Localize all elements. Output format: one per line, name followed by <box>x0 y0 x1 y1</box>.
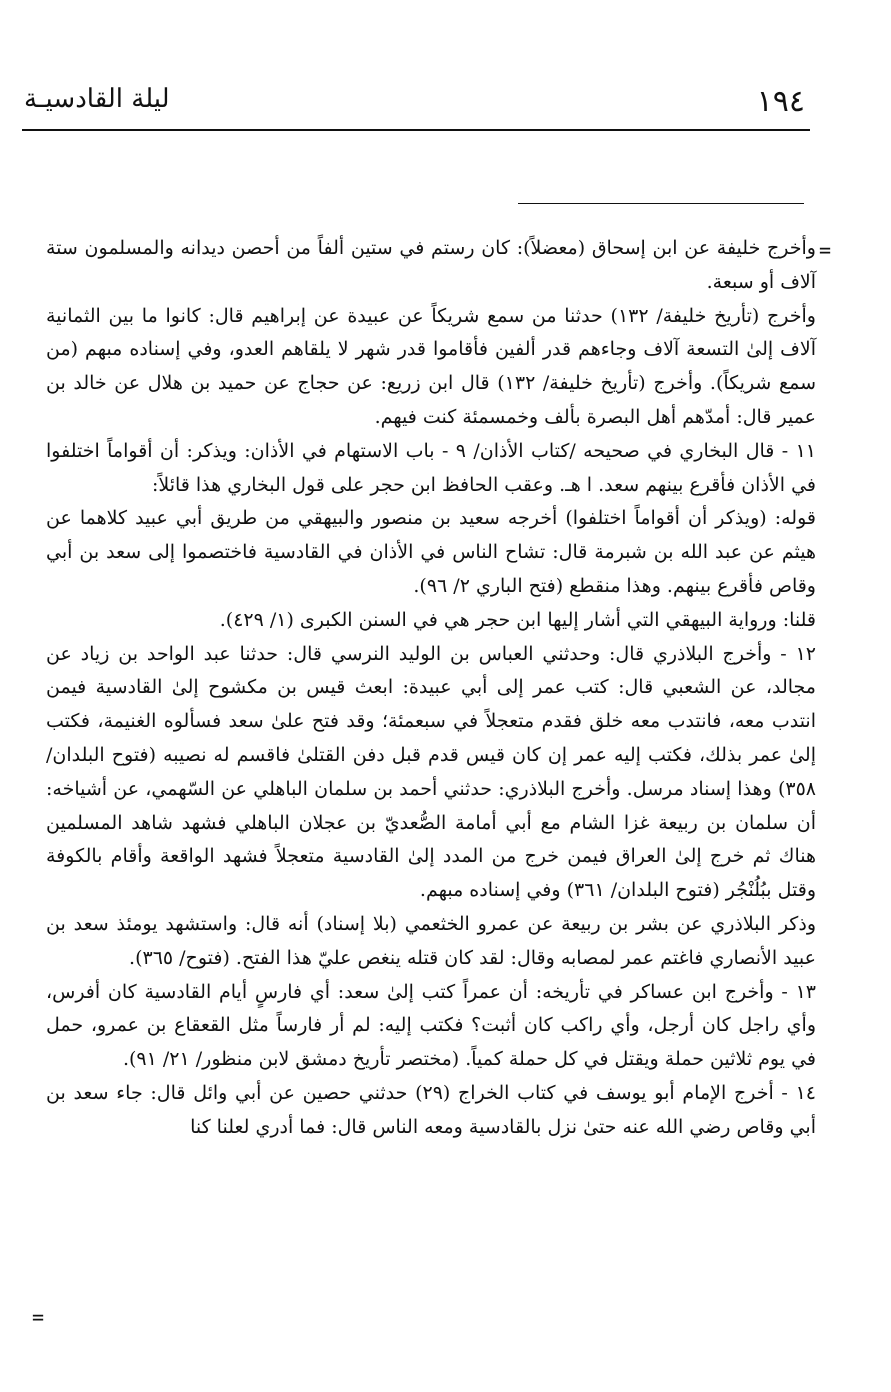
continuation-mark-bottom: = <box>32 1305 45 1329</box>
footnote-paragraph: وأخرج (تأريخ خليفة/ ١٣٢) حدثنا من سمع شريكاً عن عبيدة عن إبراهيم قال: كانوا ما بين الثمانية آلاف إلىٰ التسعة آلاف وجاءهم قدر ألفين فأقاموا قدر شهر لا يلقاهم العدو، وفي إسناده مبهم (من سمع شريكاً). وأخرج (تأريخ خليفة/ ١٣٢) قال ابن زريع: عن حجاج عن حميد بن هلال عن خالد بن عمير قال: أمدّهم أهل البصرة بألف وخمسمئة كنت فيهم. <box>46 304 816 428</box>
footnote-paragraph: ١٤ - أخرج الإمام أبو يوسف في كتاب الخراج (٢٩) حدثني حصين عن أبي وائل قال: جاء سعد بن أبي وقاص رضي الله عنه حتىٰ نزل بالقادسية ومعه الناس قال: فما أدري لعلنا كنا <box>46 1081 816 1138</box>
footnote-paragraph: ١٢ - وأخرج البلاذري قال: وحدثني العباس بن الوليد النرسي قال: حدثنا عبد الواحد بن زياد عن مجالد، عن الشعبي قال: كتب عمر إلى أبي عبيدة: ابعث قيس بن مكشوح إلىٰ القادسية فيمن انتدب معه، فانتدب معه خلق فقدم متعجلاً في سبعمئة؛ وقد فتح علىٰ سعد فسألوه الغنيمة، فكتب إلىٰ عمر بذلك، فكتب إليه عمر إن كان قيس قدم قبل دفن القتلىٰ فاقسم له نصيبه (فتوح البلدان/ ٣٥٨) وهذا إسناد مرسل. وأخرج البلاذري: حدثني أحمد بن سلمان الباهلي عن السّهمي، عن أشياخه: أن سلمان بن ربيعة غزا الشام مع أبي أمامة الصُّعديّ بن عجلان الباهلي فشهد شاهد المسلمين هناك ثم خرج إلىٰ العراق فيمن خرج من المدد إلىٰ القادسية متعجلاً فشهد الواقعة وأقام بالكوفة وقتل ببُلُنْجُر (فتوح البلدان/ ٣٦١) وفي إسناده مبهم. <box>46 642 816 902</box>
footnote-separator <box>518 203 804 204</box>
footnote-paragraph: قوله: (ويذكر أن أقواماً اختلفوا) أخرجه سعيد بن منصور والبيهقي من طريق أبي عبيد كلاهما عن هيثم عن عبد الله بن شبرمة قال: تشاح الناس في الأذان في القادسية فاختصموا إلى سعد بن أبي وقاص فأقرع بينهم. وهذا منقطع (فتح الباري ٢/ ٩٦). <box>46 507 816 597</box>
continuation-mark-top: = <box>818 238 831 262</box>
footnote-paragraph: قلنا: ورواية البيهقي التي أشار إليها ابن حجر هي في السنن الكبرى (١/ ٤٢٩). <box>219 608 816 631</box>
header-rule <box>22 129 810 131</box>
footnote-paragraph: ١١ - قال البخاري في صحيحه /كتاب الأذان/ ٩ - باب الاستهام في الأذان: ويذكر: أن أقواماً اختلفوا في الأذان فأقرع بينهم سعد. ا هـ. وعقب الحافظ ابن حجر على قول البخاري هذا قائلاً: <box>46 439 816 496</box>
page-number: ١٩٤ <box>756 84 805 119</box>
footnotes-block <box>46 232 816 1145</box>
footnote-paragraph: وذكر البلاذري عن بشر بن ربيعة عن عمرو الخثعمي (بلا إسناد) أنه قال: واستشهد يومئذ سعد بن عبيد الأنصاري فاغتم عمر لمصابه وقال: لقد كان قتله ينغص عليّ هذا الفتح. (فتوح/ ٣٦٥). <box>46 912 816 969</box>
running-title: ليلة القادسيـة <box>24 84 170 114</box>
footnote-paragraph: وأخرج خليفة عن ابن إسحاق (معضلاً): كان رستم في ستين ألفاً من أحصن ديدانه والمسلمون ستة آلاف أو سبعة. <box>46 237 816 293</box>
footnote-paragraph: ١٣ - وأخرج ابن عساكر في تأريخه: أن عمراً كتب إلىٰ سعد: أي فارسٍ أيام القادسية كان أفرس، وأي راجل كان أرجل، وأي راكب كان أثبت؟ فكتب إليه: لم أر فارساً مثل القعقاع بن عمرو، حمل في يوم ثلاثين حملة ويقتل في كل حملة كمياً. (مختصر تأريخ دمشق لابن منظور/ ٢١/ ٩١). <box>46 980 816 1071</box>
